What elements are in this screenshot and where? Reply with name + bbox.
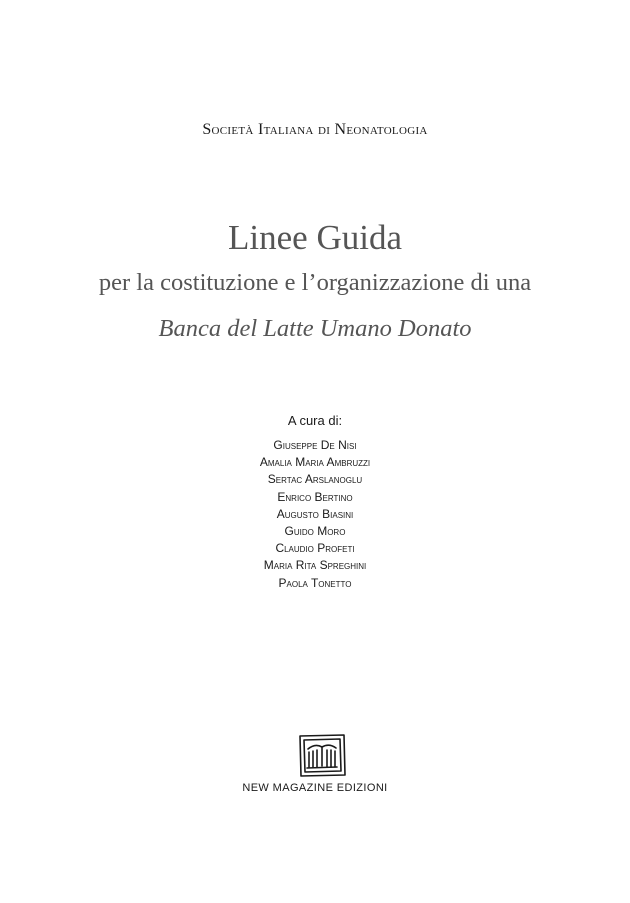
document-subtitle: per la costituzione e l’organizzazione di una xyxy=(98,269,532,296)
editor-name: Guido Moro xyxy=(284,524,346,539)
editor-name: Paola Tonetto xyxy=(278,575,352,590)
book-shelf-logo-icon xyxy=(296,733,348,779)
document-subtitle-italic: Banca del Latte Umano Donato xyxy=(158,315,472,342)
editors-label: A cura di: xyxy=(287,413,343,428)
editor-name: Claudio Profeti xyxy=(275,541,355,556)
society-name: Società Italiana di Neonatologia xyxy=(202,121,428,138)
editor-name: Augusto Biasini xyxy=(276,506,354,521)
editor-name: Giuseppe De Nisi xyxy=(273,438,357,452)
editor-name: Enrico Bertino xyxy=(277,489,353,504)
editors-list xyxy=(0,437,630,592)
document-title: Linee Guida xyxy=(228,218,402,257)
publisher-name: NEW MAGAZINE EDIZIONI xyxy=(242,782,388,794)
editor-name: Sertac Arslanoglu xyxy=(267,472,363,487)
editor-name: Maria Rita Spreghini xyxy=(263,558,367,573)
editor-name: Amalia Maria Ambruzzi xyxy=(259,455,371,470)
